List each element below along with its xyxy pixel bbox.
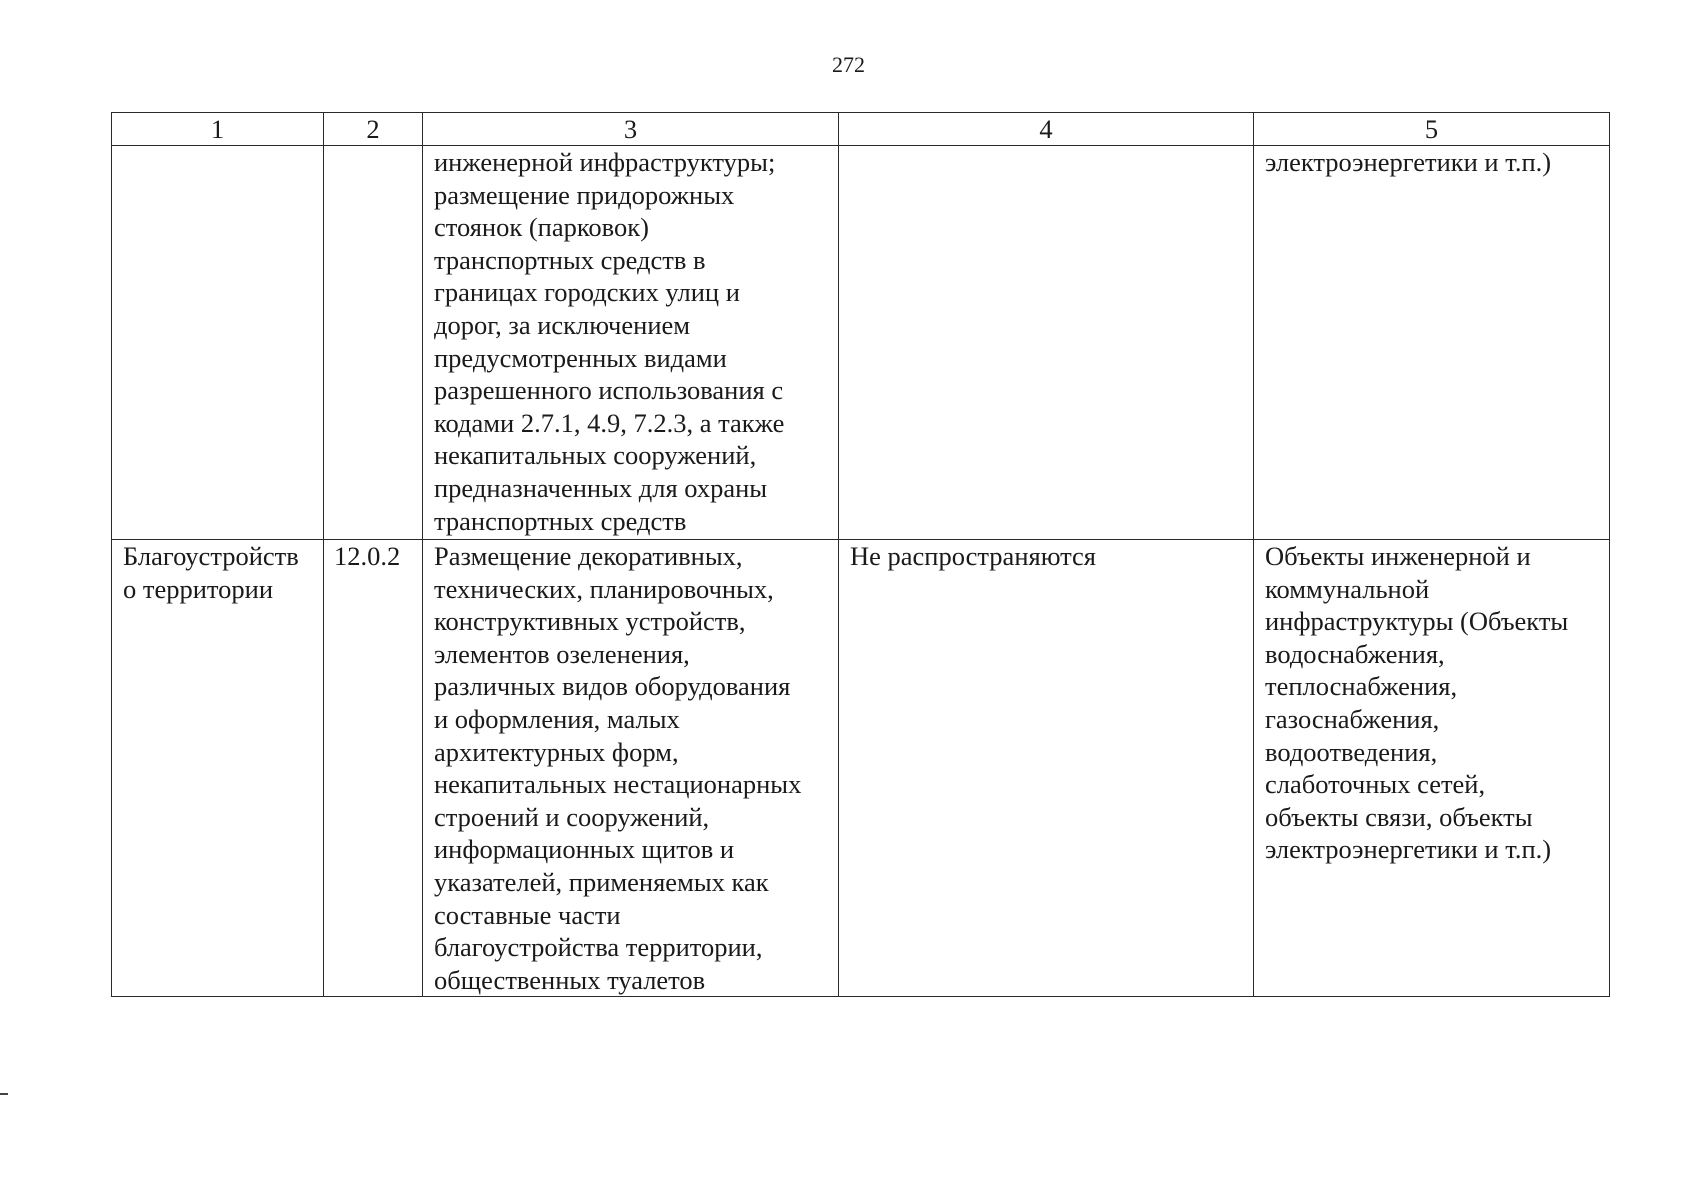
table-header-row [112, 113, 1610, 146]
use-type-description: инженерной инфраструктуры; размещение придорожных стоянок (парковок) транспортных средств в границах городских улиц и дорог, за исключением предусмотренных видами разрешенного использования с кодами 2.7.1, 4.9, 7.2.3, а также некапитальных сооружений, предназначенных для охраны транспортных средств [434, 147, 785, 536]
column-header-4: 4 [839, 113, 1254, 146]
column-header-5: 5 [1254, 113, 1610, 146]
use-type-name: Благоустройств о территории [123, 541, 299, 604]
related-objects: электроэнергетики и т.п.) [1265, 147, 1552, 177]
use-type-description-cell [423, 146, 839, 540]
use-type-description: Размещение декоративных, технических, планировочных, конструктивных устройств, элементов озеленения, различных видов оборудования и оформления, малых архитектурных форм, некапитальных нестационарных строений и сооружений, информационных щитов и указателей, применяемых как составные части благоустройства территории, общественных туалетов [434, 541, 802, 995]
scan-margin-mark [0, 1093, 8, 1095]
column-header-1: 1 [112, 113, 324, 146]
column-header-3: 3 [423, 113, 839, 146]
use-type-name-cell [112, 146, 324, 540]
use-type-description-cell [423, 540, 839, 997]
page-number: 272 [832, 52, 865, 77]
parameters-cell [839, 540, 1254, 997]
table-row [112, 540, 1610, 997]
use-type-name-cell [112, 540, 324, 997]
related-objects: Объекты инженерной и коммунальной инфраструктуры (Объекты водоснабжения, теплоснабжения, газоснабжения, водоотведения, слаботочных сетей, объекты связи, объекты электроэнергетики и т.п.) [1265, 541, 1569, 865]
use-type-code: 12.0.2 [334, 541, 401, 571]
related-objects-cell [1254, 540, 1610, 997]
use-type-code-cell [324, 146, 423, 540]
related-objects-cell [1254, 146, 1610, 540]
permitted-use-table [111, 112, 1610, 997]
parameters-text: Не распространяются [850, 541, 1096, 571]
parameters-cell [839, 146, 1254, 540]
table-row [112, 146, 1610, 540]
column-header-2: 2 [324, 113, 423, 146]
use-type-code-cell [324, 540, 423, 997]
